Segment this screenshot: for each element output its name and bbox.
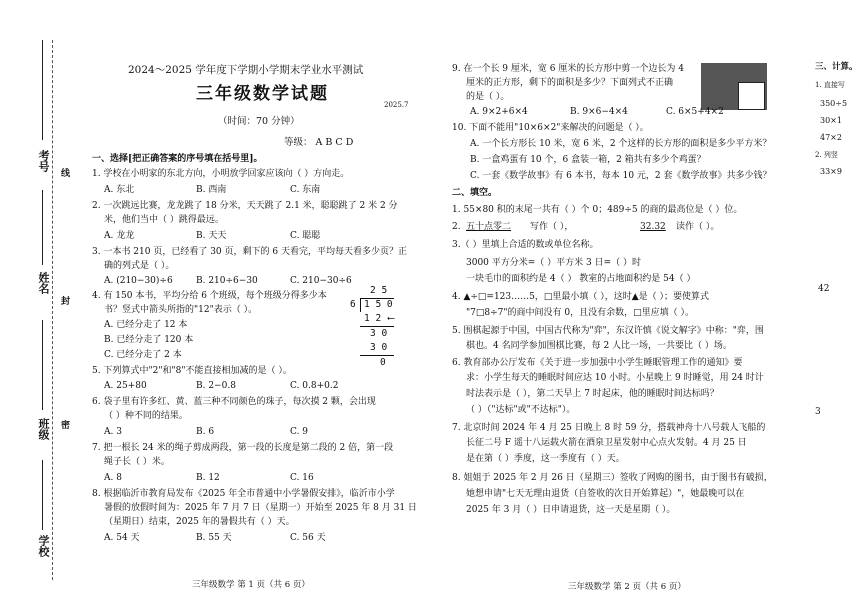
q1-option-c: C. 东南: [290, 185, 321, 195]
fill-4-line2: "7□8÷7"的商中间没有 0，且没有余数，□里应填（ ）。: [466, 308, 694, 318]
q3-line1: 3. 一本书 210 页，已经看了 30 页，剩下的 6 天看完，平均每天看多少页？正: [92, 247, 407, 257]
fill-5-line1: 5. 围棋起源于中国，中国古代称为"弈"，东汉许慎《说文解字》中称："弈，围: [452, 326, 764, 336]
q9-line2: 厘米的正方形，剩下的面积是多少？下面列式不正确: [466, 78, 674, 88]
q5-option-b: B. 2−0.8: [196, 381, 236, 391]
division-row2: 3 0: [370, 328, 388, 339]
q6-option-a: A. 3: [104, 427, 122, 437]
fill-4-line1: 4. ▲÷□=123……5，□里最小填（ ），这时▲是（ ）；要使算式: [452, 292, 710, 302]
binding-margin: [0, 0, 78, 608]
exam-time: （时间：70 分钟）: [218, 116, 300, 127]
q5: 5. 下列算式中"2"和"8"不能直接相加减的是（ ）。: [92, 366, 292, 376]
division-row4: 0: [380, 357, 386, 368]
q7-line2: 绳子长（ ）米。: [104, 457, 170, 467]
q10-option-c: C. 一套《数学故事》有 6 本书，每本 10 元，2 套《数学故事》共多少钱？: [470, 171, 772, 181]
q6-option-b: B. 6: [196, 427, 215, 437]
q2-option-c: C. 聪聪: [290, 231, 321, 241]
fill-5-line2: 棋也。4 名同学参加围棋比赛，每 2 人比一场，一共要比（ ）场。: [466, 341, 732, 351]
fill-2-write: 写作（ ），: [530, 222, 574, 232]
label-mi: 密: [59, 420, 69, 429]
calc-2-a: 33×9: [820, 167, 842, 176]
calc-1-b: 30×1: [820, 116, 842, 125]
q8-option-a: A. 54 天: [104, 533, 140, 543]
fill-6-line3: 时法表示是（ ），第二天早上 7 时起床，他的睡眠时间达标吗？: [466, 389, 719, 399]
fill-6-line2: 求：小学生每天的睡眠时间应达 10 小时。小星晚上 9 时睡觉，用 24 时计: [466, 373, 764, 383]
arrow-icon: ⟵: [388, 313, 395, 324]
label-xian: 线: [59, 168, 69, 177]
fill-7-line2: 长征二号 F 遥十八运载火箭在酒泉卫星发射中心点火发射。4 月 25 日: [466, 438, 747, 448]
fill-3: 3.（ ）里填上合适的数或单位名称。: [452, 240, 599, 250]
q4-line1: 4. 有 150 本书，平均分给 6 个班级，每个班级分得多少本: [92, 291, 327, 301]
q3-option-a: A. (210−30)÷6: [104, 276, 173, 286]
xingming-underline: [42, 190, 43, 265]
label-xuexiao: 学校: [37, 535, 50, 557]
q2-line2: 米，他们当中（ ）跳得最远。: [104, 215, 224, 225]
q8-line3: （星期日）结束，2025 年的暑假共有（ ）天。: [104, 517, 295, 527]
page1-footer: 三年级数学 第 1 页（共 6 页）: [192, 580, 310, 590]
q1-option-b: B. 西南: [196, 185, 227, 195]
calc-number-3: 3: [815, 407, 821, 417]
section-2-title: 二、填空。: [452, 188, 498, 198]
binding-dashed-line: [52, 40, 53, 580]
q10-option-a: A. 一个长方形长 10 米，宽 6 米，2 个这样的长方形的面积是多少平方米？: [470, 139, 772, 149]
q7-option-b: B. 12: [196, 473, 220, 483]
q9-line1: 9. 在一个长 9 厘米，宽 6 厘米的长方形中剪一个边长为 4: [452, 64, 684, 74]
section-3-title: 三、计算。: [815, 62, 858, 72]
fill-2-num: 32.32: [640, 222, 666, 232]
calc-1-label: 1. 直接写: [815, 81, 845, 89]
fill-7-line1: 7. 北京时间 2024 年 4 月 25 日晚上 8 时 59 分，搭载神舟十八号载人飞船的: [452, 423, 766, 433]
exam-subtitle: 三年级数学试题: [196, 84, 329, 104]
fill-2-word: 五十点零二: [466, 222, 512, 232]
xuexiao-underline: [42, 460, 43, 530]
q1-option-a: A. 东北: [104, 185, 135, 195]
label-banji: 班级: [37, 418, 50, 440]
long-division: [350, 285, 400, 375]
q1: 1. 学校在小明家的东北方向，小明放学回家应该向（ ）方向走。: [92, 169, 350, 179]
q8-option-b: B. 55 天: [196, 533, 232, 543]
exam-grade: 等级： A B C D: [284, 137, 354, 148]
fill-7-line3: 是在第（ ）季度，这一季度有（ ）天。: [466, 454, 625, 464]
square-cutout-figure: [738, 82, 765, 110]
q5-option-c: C. 0.8+0.2: [290, 381, 339, 391]
fill-3-a: 3000 平方分米=（ ）平方米 3 日=（ ）时: [466, 258, 642, 268]
label-feng: 封: [59, 296, 69, 305]
q9-line3: 的是（ ）。: [466, 92, 510, 102]
q4-option-c: C. 已经分走了 2 本: [104, 350, 182, 360]
q9-option-a: A. 9×2+6×4: [470, 107, 528, 117]
q3-option-c: C. 210−30÷6: [290, 276, 352, 286]
calc-2-label: 2. 列竖: [815, 151, 838, 159]
division-dividend: 1 5 0: [364, 299, 393, 310]
calc-1-c: 47×2: [820, 133, 842, 142]
exam-date: 2025.7: [384, 101, 409, 109]
fill-8-line1: 8. 姐姐于 2025 年 2 月 26 日（星期三）签收了网购的图书，由于图书有破损，: [452, 473, 773, 483]
q10: 10. 下面不能用"10×6×2"来解决的问题是（ ）。: [452, 123, 649, 133]
q4-option-a: A. 已经分走了 12 本: [104, 320, 188, 330]
q10-option-b: B. 一盒鸡蛋有 10 个，6 盒装一箱，2 箱共有多少个鸡蛋？: [470, 155, 706, 165]
division-quotient: 2 5: [370, 285, 388, 296]
q2-option-a: A. 龙龙: [104, 231, 135, 241]
division-divisor: 6: [350, 299, 356, 310]
q2-option-b: B. 天天: [196, 231, 227, 241]
fill-3-b: 一块毛巾的面积约是 4（ ） 教室的占地面积约是 54（ ）: [466, 274, 696, 284]
q6-line2: （ ）种不同的结果。: [104, 411, 188, 421]
q9-option-c: C. 6×5+4×2: [666, 107, 724, 117]
q3-line2: 确的列式是（ ）。: [104, 261, 175, 271]
q6-line1: 6. 袋子里有许多红、黄、蓝三种不同颜色的珠子，每次摸 2 颗，会出现: [92, 397, 376, 407]
q4-line2: 书？竖式中箭头所指的"12"表示（ ）。: [104, 305, 258, 315]
label-xingming: 姓名: [37, 272, 50, 294]
q8-line1: 8. 根据临沂市教育局发布《2025 年全市普通中小学暑假安排》，临沂市小学: [92, 489, 395, 499]
division-row3: 3 0: [370, 342, 388, 353]
label-kaohao: 考号: [37, 150, 50, 172]
calc-1-a: 350÷5: [820, 99, 848, 108]
q4-option-b: B. 已经分走了 120 本: [104, 335, 194, 345]
banji-underline: [42, 320, 43, 410]
q6-option-c: C. 9: [290, 427, 309, 437]
fill-2-read: 读作（ ）。: [676, 222, 720, 232]
calc-number-42: 42: [818, 284, 830, 294]
q7-line1: 7. 把一根长 24 米的绳子剪成两段，第一段的长度是第二段的 2 倍，第一段: [92, 443, 394, 453]
q7-option-c: C. 16: [290, 473, 314, 483]
fill-6-line4: （ ）（"达标"或"不达标"）。: [466, 405, 576, 415]
fill-2-number: 2.: [452, 222, 461, 232]
q8-line2: 暑假的放假时间为：2025 年 7 月 7 日（星期一）开始至 2025 年 8 月 31 日: [104, 503, 417, 513]
q3-option-b: B. 210÷6−30: [196, 276, 258, 286]
fill-1: 1. 55×80 积的末尾一共有（ ）个 0；489÷5 的商的最高位是（ ）位。: [452, 205, 743, 215]
exam-title: 2024～2025 学年度下学期小学期末学业水平测试: [128, 64, 364, 76]
fill-6-line1: 6. 教育部办公厅发布《关于进一步加强中小学生睡眠管理工作的通知》要: [452, 358, 743, 368]
q7-option-a: A. 8: [104, 473, 122, 483]
q2-line1: 2. 一次跳远比赛，龙龙跳了 18 分米，天天跳了 2.1 米，聪聪跳了 2 米 2 分: [92, 201, 398, 211]
q9-option-b: B. 9×6−4×4: [570, 107, 628, 117]
page2-footer: 三年级数学 第 2 页（共 6 页）: [568, 582, 686, 592]
fill-8-line2: 她想申请"七天无理由退货（自签收的次日开始算起）"，她最晚可以在: [466, 489, 745, 499]
section-1-title: 一、选择[把正确答案的序号填在括号里]。: [92, 154, 263, 164]
fill-8-line3: 2025 年 3 月（ ）日申请退货，这一天是星期（ ）。: [466, 505, 676, 515]
q5-option-a: A. 25+80: [104, 381, 147, 391]
division-row1: 1 2: [364, 313, 382, 324]
q8-option-c: C. 56 天: [290, 533, 326, 543]
kaohao-underline: [42, 40, 43, 140]
